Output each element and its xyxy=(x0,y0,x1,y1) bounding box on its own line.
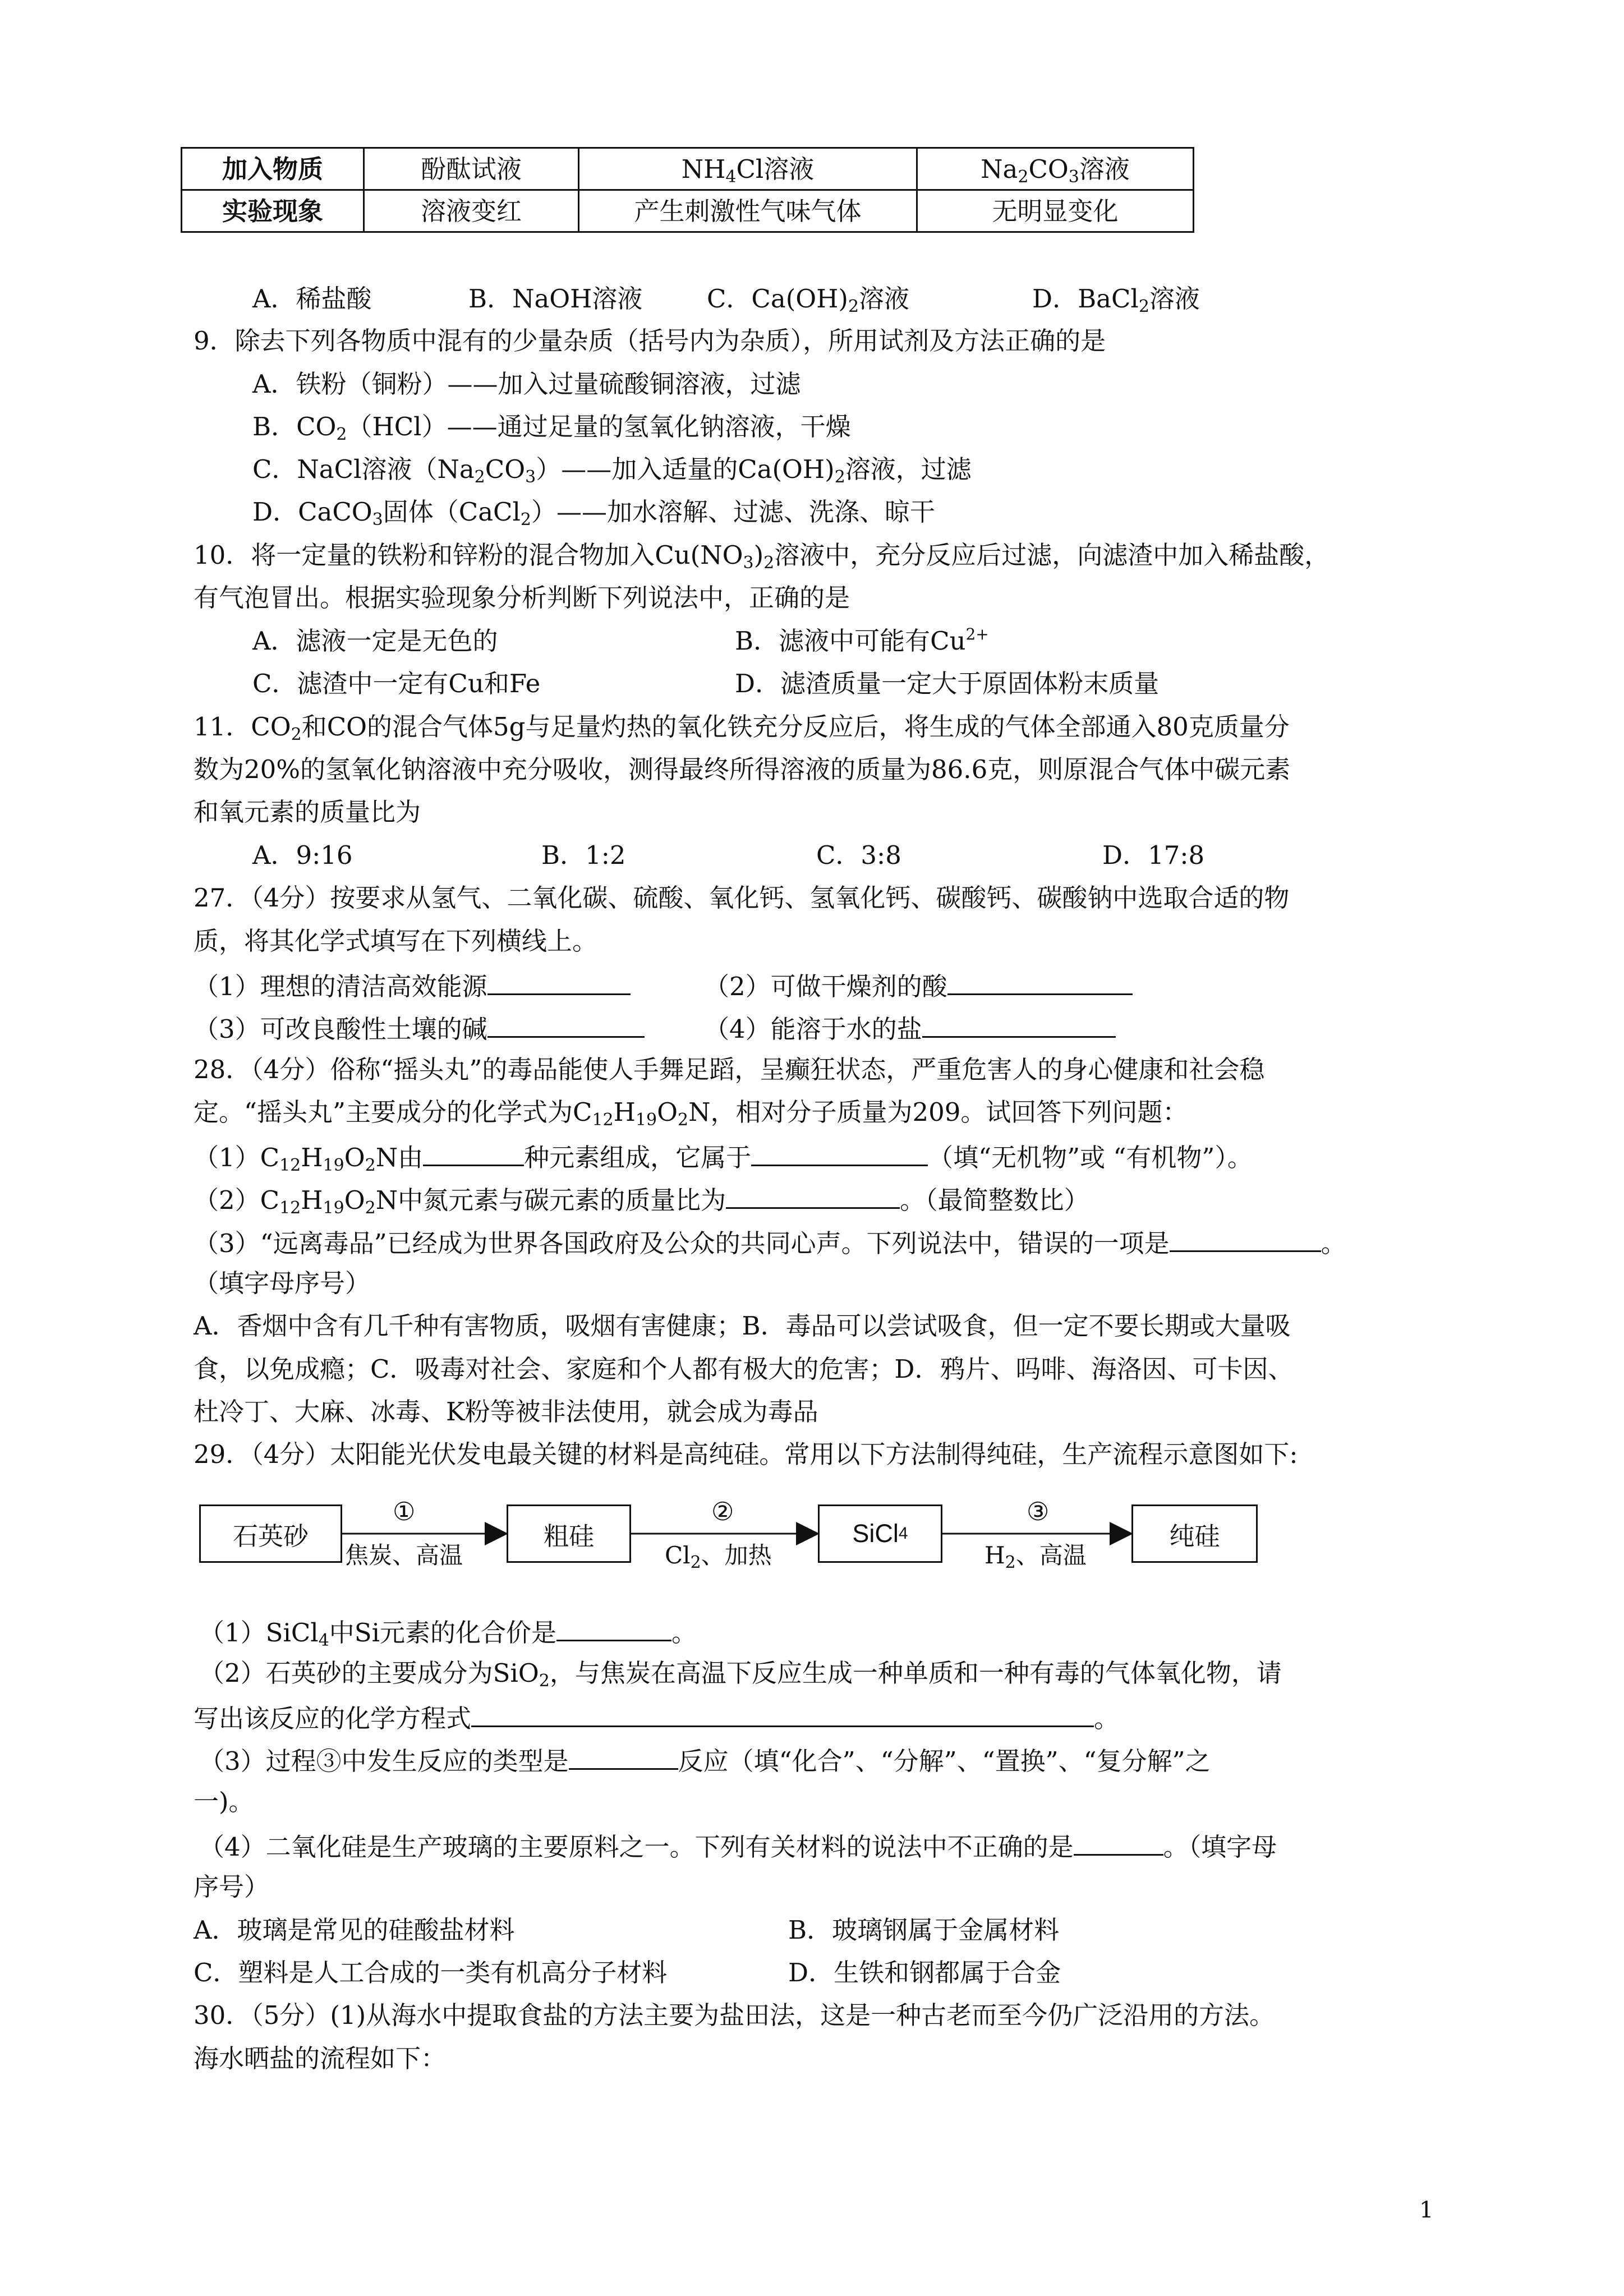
table-cell: 产生刺激性气味气体 xyxy=(579,190,917,232)
q28-part1-tail: （填“无机物”或 “有机物”）。 xyxy=(928,1143,1253,1172)
q28-part2: $(2)C_{12}H_{19}O_2N$中氮元素与碳元素的质量比为 。（最简整数比） xyxy=(194,1185,1089,1218)
q29-line1: 29．（4分）太阳能光伏发电最关键的材料是高纯硅。常用以下方法制得纯硅，生产流程示意图如下: xyxy=(194,1439,1298,1469)
q9-option-b: B．$CO_2(HCl)——$通过足量的氢氧化钠溶液，干燥 xyxy=(252,412,851,444)
answer-blank[interactable] xyxy=(471,1703,1094,1727)
q28-line1: 28．（4分）俗称“摇头丸”的毒品能使人手舞足蹈，呈癫狂状态，严重危害人的身心健康和社会稳 xyxy=(194,1055,1265,1084)
q11-line3: 和氧元素的质量比为 xyxy=(194,797,421,827)
q11-option-d: D．17:8 xyxy=(1102,840,1205,870)
q8-option-a: A．稀盐酸 xyxy=(252,284,372,314)
answer-blank[interactable] xyxy=(1074,1832,1163,1856)
table-cell: 溶液变红 xyxy=(364,190,579,232)
page-number: 1 xyxy=(1419,2197,1434,2223)
table-cell: 酚酞试液 xyxy=(364,148,579,190)
flow-condition-1: 焦炭、高温 xyxy=(345,1542,463,1569)
q9-option-a: A．铁粉（铜粉）——加入过量硫酸铜溶液，过滤 xyxy=(252,369,801,399)
q8-option-c: C．$Ca(OH)_2$溶液 xyxy=(707,284,910,316)
answer-blank[interactable] xyxy=(556,1617,671,1641)
q10-line1: 10．将一定量的铁粉和锌粉的混合物加入$Cu(NO_3)_2$溶液中，充分反应后过滤，向滤渣中加入稀盐酸， xyxy=(194,540,1330,573)
q10-option-c: C．滤渣中一定有Cu和Fe xyxy=(252,669,541,698)
q29-part3-label: （3）过程③中发生反应的类型是 xyxy=(199,1746,569,1776)
flow-box-quartz-sand: 石英砂 xyxy=(199,1504,342,1563)
flow-condition-2: $Cl_2$、加热 xyxy=(665,1542,772,1572)
q8-option-d: D．BaCl$_2$溶液 xyxy=(1032,284,1200,316)
q28-part2-tail: 。（最简整数比） xyxy=(900,1185,1089,1215)
q28-line2: 定。“摇头丸”主要成分的化学式为$C_{12}H_{19}O_2N$，相对分子质量为209。试回答下列问题： xyxy=(194,1097,1188,1130)
q29-part1: （1）SiCl$_4$中Si元素的化合价是 。 xyxy=(199,1618,697,1650)
q10-option-d: D．滤渣质量一定大于原固体粉末质量 xyxy=(735,669,1160,698)
flow-box-crude-silicon: 粗硅 xyxy=(507,1504,631,1563)
q30-line1: 30．（5分）(1)从海水中提取食盐的方法主要为盐田法，这是一种古老而至今仍广泛沿用的方法。 xyxy=(194,2000,1275,2030)
q29-part4-line1 xyxy=(199,1832,1277,1860)
q29-part1-tail: 。 xyxy=(671,1618,697,1648)
flow-box-sicl4: SiCl 4 xyxy=(818,1504,942,1563)
q28-option-line3: 杜冷丁、大麻、冰毒、K粉等被非法使用，就会成为毒品 xyxy=(194,1397,818,1427)
q11-option-c: C．3:8 xyxy=(816,840,901,870)
q29-part3-text: 反应（填“化合”、“分解”、“置换”、“复分解”之 xyxy=(678,1746,1211,1776)
q28-part3-note: （填字母序号） xyxy=(194,1268,371,1298)
q9-option-c: C．NaCl溶液$(Na_2CO_3)——$加入适量的$Ca(OH)_2$溶液，过滤 xyxy=(252,454,972,487)
flow-condition-3: $H_2$、高温 xyxy=(984,1542,1087,1572)
q28-option-line2: 食，以免成瘾；C．吸毒对社会、家庭和个人都有极大的危害；D．鸦片、吗啡、海洛因、可卡因、 xyxy=(194,1354,1294,1384)
q9-stem: 9．除去下列各物质中混有的少量杂质（括号内为杂质），所用试剂及方法正确的是 xyxy=(194,326,1106,356)
flow-step-2: ② xyxy=(711,1497,734,1526)
flow-step-3: ③ xyxy=(1027,1497,1050,1526)
q29-part4-line2: 序号） xyxy=(194,1872,270,1902)
q29-option-c: C．塑料是人工合成的一类有机高分子材料 xyxy=(194,1958,668,1987)
q29-option-d: D．生铁和钢都属于合金 xyxy=(788,1958,1061,1987)
q27-part4-label: （4）能溶于水的盐 xyxy=(704,1014,922,1044)
q29-part2-label: 写出该反应的化学方程式 xyxy=(194,1704,472,1733)
q11-line1: 11．$CO_2$和CO的混合气体5g与足量灼热的氧化铁充分反应后，将生成的气体全部通入80克质量分 xyxy=(194,712,1290,744)
table-cell: 加入物质 xyxy=(182,148,364,190)
q9-option-d: D．CaCO$_3$固体（CaCl$_2$）——加水溶解、过滤、洗涤、晾干 xyxy=(252,497,935,530)
q28-part1: $(1)C_{12}H_{19}O_2N$由 种元素组成，它属于 （填“无机物”或 “有机物”）。 xyxy=(194,1143,1253,1175)
q10-line2: 有气泡冒出。根据实验现象分析判断下列说法中，正确的是 xyxy=(194,583,850,613)
q27-part2-label: （2）可做干燥剂的酸 xyxy=(704,972,947,1001)
q11-option-b: B．1:2 xyxy=(541,840,626,870)
table-cell: $Na_2CO_3$溶液 xyxy=(917,148,1194,190)
q28-part3-label: （3）“远离毒品”已经成为世界各国政府及公众的共同心声。下列说法中，错误的一项是 xyxy=(194,1228,1170,1258)
q27-part3-label: （3）可改良酸性土壤的碱 xyxy=(194,1014,487,1044)
q10-option-b: B．滤液中可能有$Cu^{2+}$ xyxy=(735,625,989,656)
q27-part1-label: （1）理想的清洁高效能源 xyxy=(194,972,487,1001)
q8-option-b: B．NaOH溶液 xyxy=(468,284,643,314)
answer-blank[interactable] xyxy=(569,1746,678,1770)
q27-line1: 27．（4分）按要求从氢气、二氧化碳、硫酸、氧化钙、氢氧化钙、碳酸钙、碳酸钠中选取合适的物 xyxy=(194,883,1290,913)
q29-part3-line1 xyxy=(199,1746,1211,1774)
q29-part4-text: 。（填字母 xyxy=(1163,1832,1277,1862)
flow-step-1: ① xyxy=(393,1497,416,1526)
q29-part4-label: （4）二氧化硅是生产玻璃的主要原料之一。下列有关材料的说法中不正确的是 xyxy=(199,1832,1074,1862)
flow-box-pure-silicon: 纯硅 xyxy=(1131,1504,1258,1563)
q10-option-a: A．滤液一定是无色的 xyxy=(252,626,498,656)
q29-part3-line2: 一)。 xyxy=(194,1787,254,1816)
q27-line2: 质，将其化学式填写在下列横线上。 xyxy=(194,926,598,956)
q29-part2-tail: 。 xyxy=(1094,1704,1120,1733)
q11-option-a: A．9:16 xyxy=(252,840,353,870)
table-cell: $NH_4Cl$溶液 xyxy=(579,148,917,190)
table-cell: 实验现象 xyxy=(182,190,364,232)
q28-option-line1: A．香烟中含有几千种有害物质，吸烟有害健康；B．毒品可以尝试吸食，但一定不要长期或大量吸 xyxy=(194,1311,1291,1341)
q28-part1-mid: 种元素组成，它属于 xyxy=(524,1143,752,1172)
q29-option-b: B．玻璃钢属于金属材料 xyxy=(788,1915,1060,1945)
q30-line2: 海水晒盐的流程如下： xyxy=(194,2044,447,2073)
q29-part2-line2 xyxy=(194,1703,1119,1731)
q29-option-a: A．玻璃是常见的硅酸盐材料 xyxy=(194,1915,515,1945)
q28-part3-tail: 。 xyxy=(1321,1228,1346,1258)
q29-part2-line1: （2）石英砂的主要成分为SiO$_2$，与焦炭在高温下反应生成一种单质和一种有毒的气体氧化物，请 xyxy=(199,1658,1282,1691)
q11-line2: 数为20%的氢氧化钠溶液中充分吸收，测得最终所得溶液的质量为86.6克，则原混合气体中碳元素 xyxy=(194,754,1291,784)
table-cell: 无明显变化 xyxy=(917,190,1194,232)
